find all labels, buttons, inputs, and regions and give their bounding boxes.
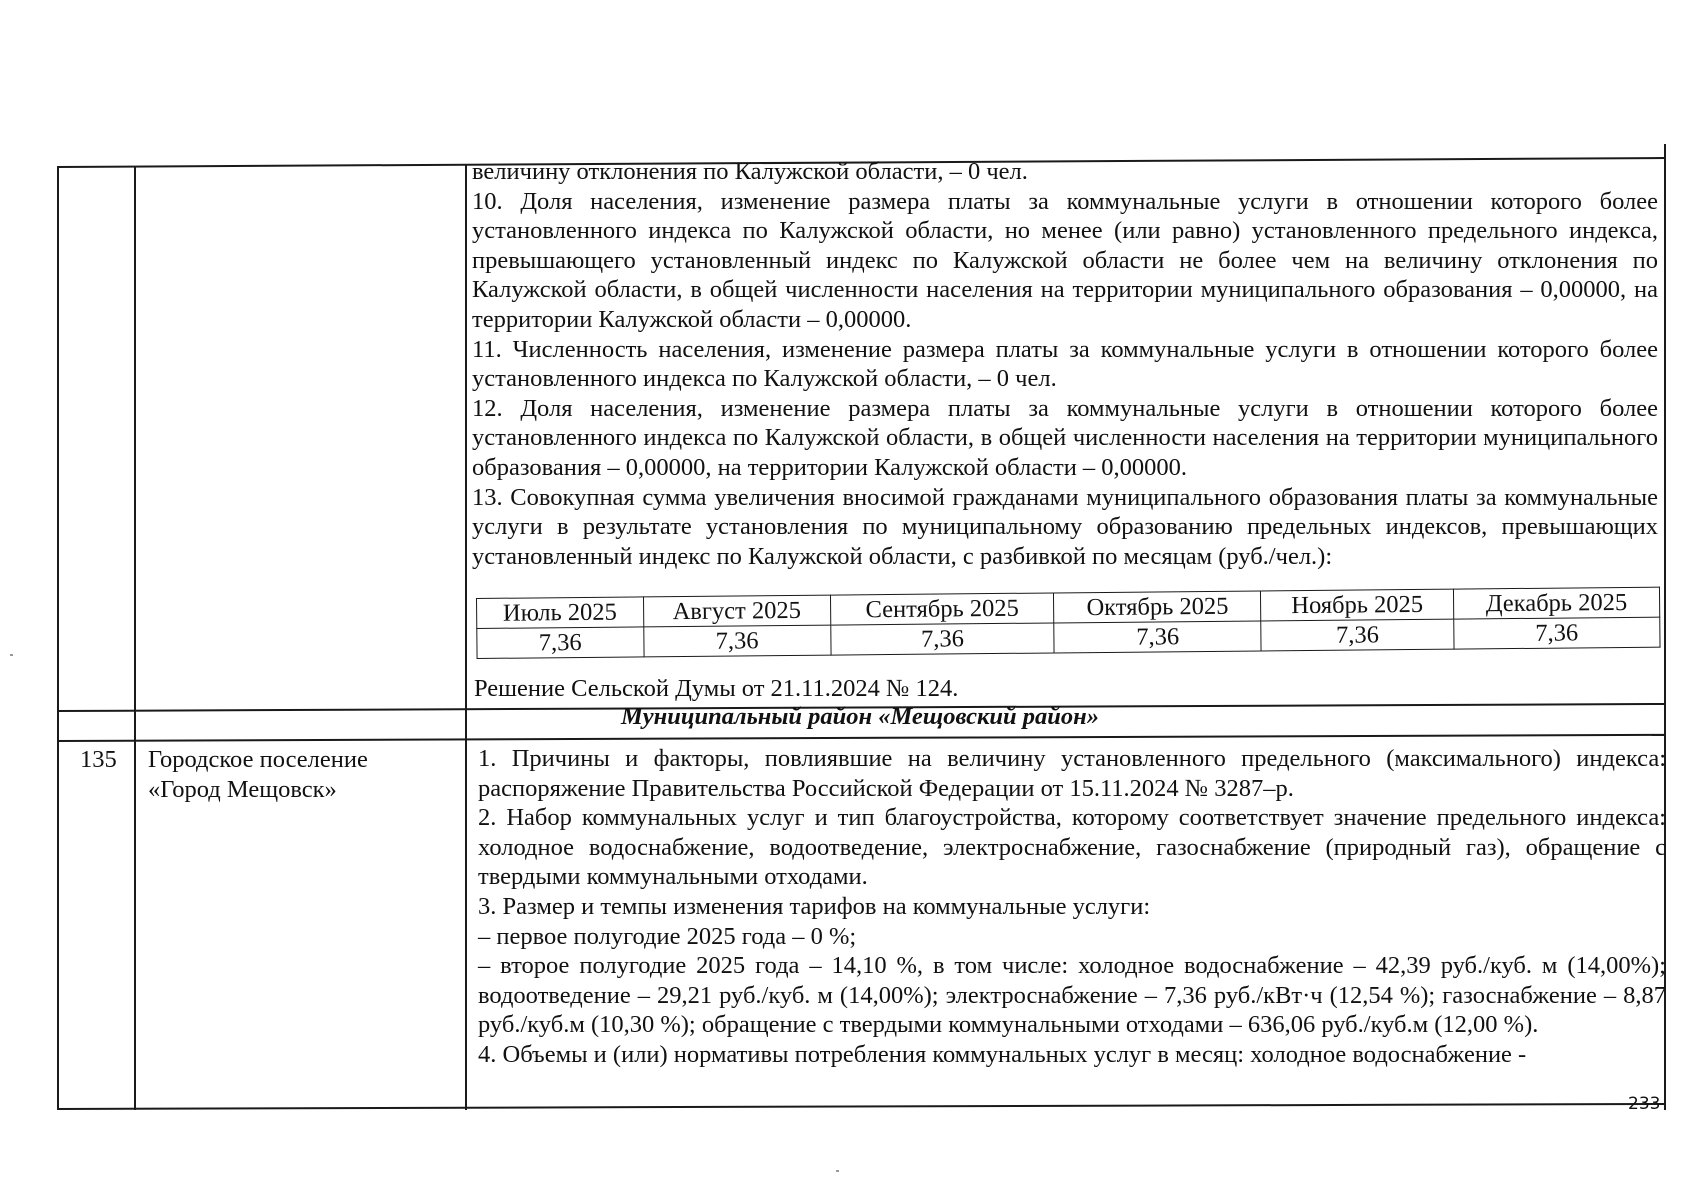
- paragraph-prev-tail: величину отклонения по Калужской области, – 0 чел.: [472, 158, 1028, 185]
- paragraph-3: 3. Размер и темпы изменения тарифов на коммунальные услуги:: [478, 892, 1151, 920]
- month-header: Ноябрь 2025: [1261, 589, 1454, 621]
- month-value: 7,36: [1054, 621, 1261, 653]
- row-135-text: [478, 744, 1666, 1070]
- paragraph-3a: – первое полугодие 2025 года – 0 %;: [478, 922, 857, 950]
- months-table: [476, 587, 1661, 659]
- month-value: 7,36: [643, 625, 831, 657]
- paragraph-1: 1. Причины и факторы, повлиявшие на величину установленного предельного (максимального) индекса: распоряжение Правительства Российской Федерации от 15.11.2024 № 3287–р.: [478, 745, 1666, 802]
- page-number: 233: [1628, 1094, 1661, 1114]
- month-header: Октябрь 2025: [1054, 591, 1261, 623]
- section-title: Муниципальный район «Мещовский район»: [621, 703, 1099, 730]
- table-border-bottom: [57, 1103, 1665, 1110]
- table-border-left: [57, 166, 59, 1110]
- row-name-line-1: Городское поселение: [148, 746, 368, 773]
- month-value: 7,36: [477, 627, 644, 659]
- top-block-text: [472, 157, 1658, 571]
- scan-speck: [836, 1170, 839, 1172]
- paragraph-11: 11. Численность населения, изменение размера платы за коммунальные услуги в отношении которого более установленного индекса по Калужской области, – 0 чел.: [472, 335, 1658, 393]
- paragraph-13: 13. Совокупная сумма увеличения вносимой гражданами муниципального образования платы за коммунальные услуги в результате установления по муниципальному образованию предельных индексов, превышающих установленный индекс по Калужской области, с разбивкой по месяцам (руб./чел.):: [472, 483, 1658, 570]
- month-header: Декабрь 2025: [1453, 587, 1659, 619]
- month-header: Август 2025: [643, 595, 831, 627]
- section-divider-bottom: [57, 734, 1665, 742]
- decision-note: Решение Сельской Думы от 21.11.2024 № 124.: [474, 675, 959, 702]
- month-header: Июль 2025: [477, 597, 644, 629]
- month-value: 7,36: [1261, 619, 1454, 651]
- row-name-line-2: «Город Мещовск»: [148, 776, 337, 803]
- column-divider-1: [134, 166, 136, 1110]
- month-value: 7,36: [831, 623, 1055, 655]
- paragraph-12: 12. Доля населения, изменение размера платы за коммунальные услуги в отношении которого более установленного индекса по Калужской области, в общей численности населения на территории муниципального образования – 0,00000, на территории Калужской области – 0,00000.: [472, 394, 1658, 481]
- column-divider-2: [465, 164, 467, 1110]
- paragraph-3b: – второе полугодие 2025 года – 14,10 %, в том числе: холодное водоснабжение – 42,39 руб./куб. м (14,00%); водоотведение – 29,21 руб./куб. м (14,00%); электроснабжение – 7,36 руб./кВт·ч (12,54 %); газоснабжение – 8,87 руб./куб.м (10,30 %); обращение с твердыми коммунальными отходами – 636,06 руб./куб.м (12,00 %).: [478, 952, 1666, 1039]
- row-number: 135: [80, 746, 117, 773]
- month-value: 7,36: [1454, 617, 1660, 649]
- paragraph-10: 10. Доля населения, изменение размера платы за коммунальные услуги в отношении которого более установленного индекса по Калужской области, но менее (или равно) установленного предельного индекса, превышающего установленный индекс по Калужской области не более чем на величину отклонения по Калужской области, в общей численности населения на территории муниципального образования – 0,00000, на территории Калужской области – 0,00000.: [472, 187, 1658, 333]
- paragraph-2: 2. Набор коммунальных услуг и тип благоустройства, которому соответствует значение предельного индекса: холодное водоснабжение, водоотведение, электроснабжение, газоснабжение (природный газ), обращение с твердыми коммунальными отходами.: [478, 804, 1666, 891]
- month-header: Сентябрь 2025: [830, 593, 1054, 625]
- paragraph-4: 4. Объемы и (или) нормативы потребления коммунальных услуг в месяц: холодное водоснабжение -: [478, 1040, 1527, 1068]
- scan-speck: [10, 654, 13, 656]
